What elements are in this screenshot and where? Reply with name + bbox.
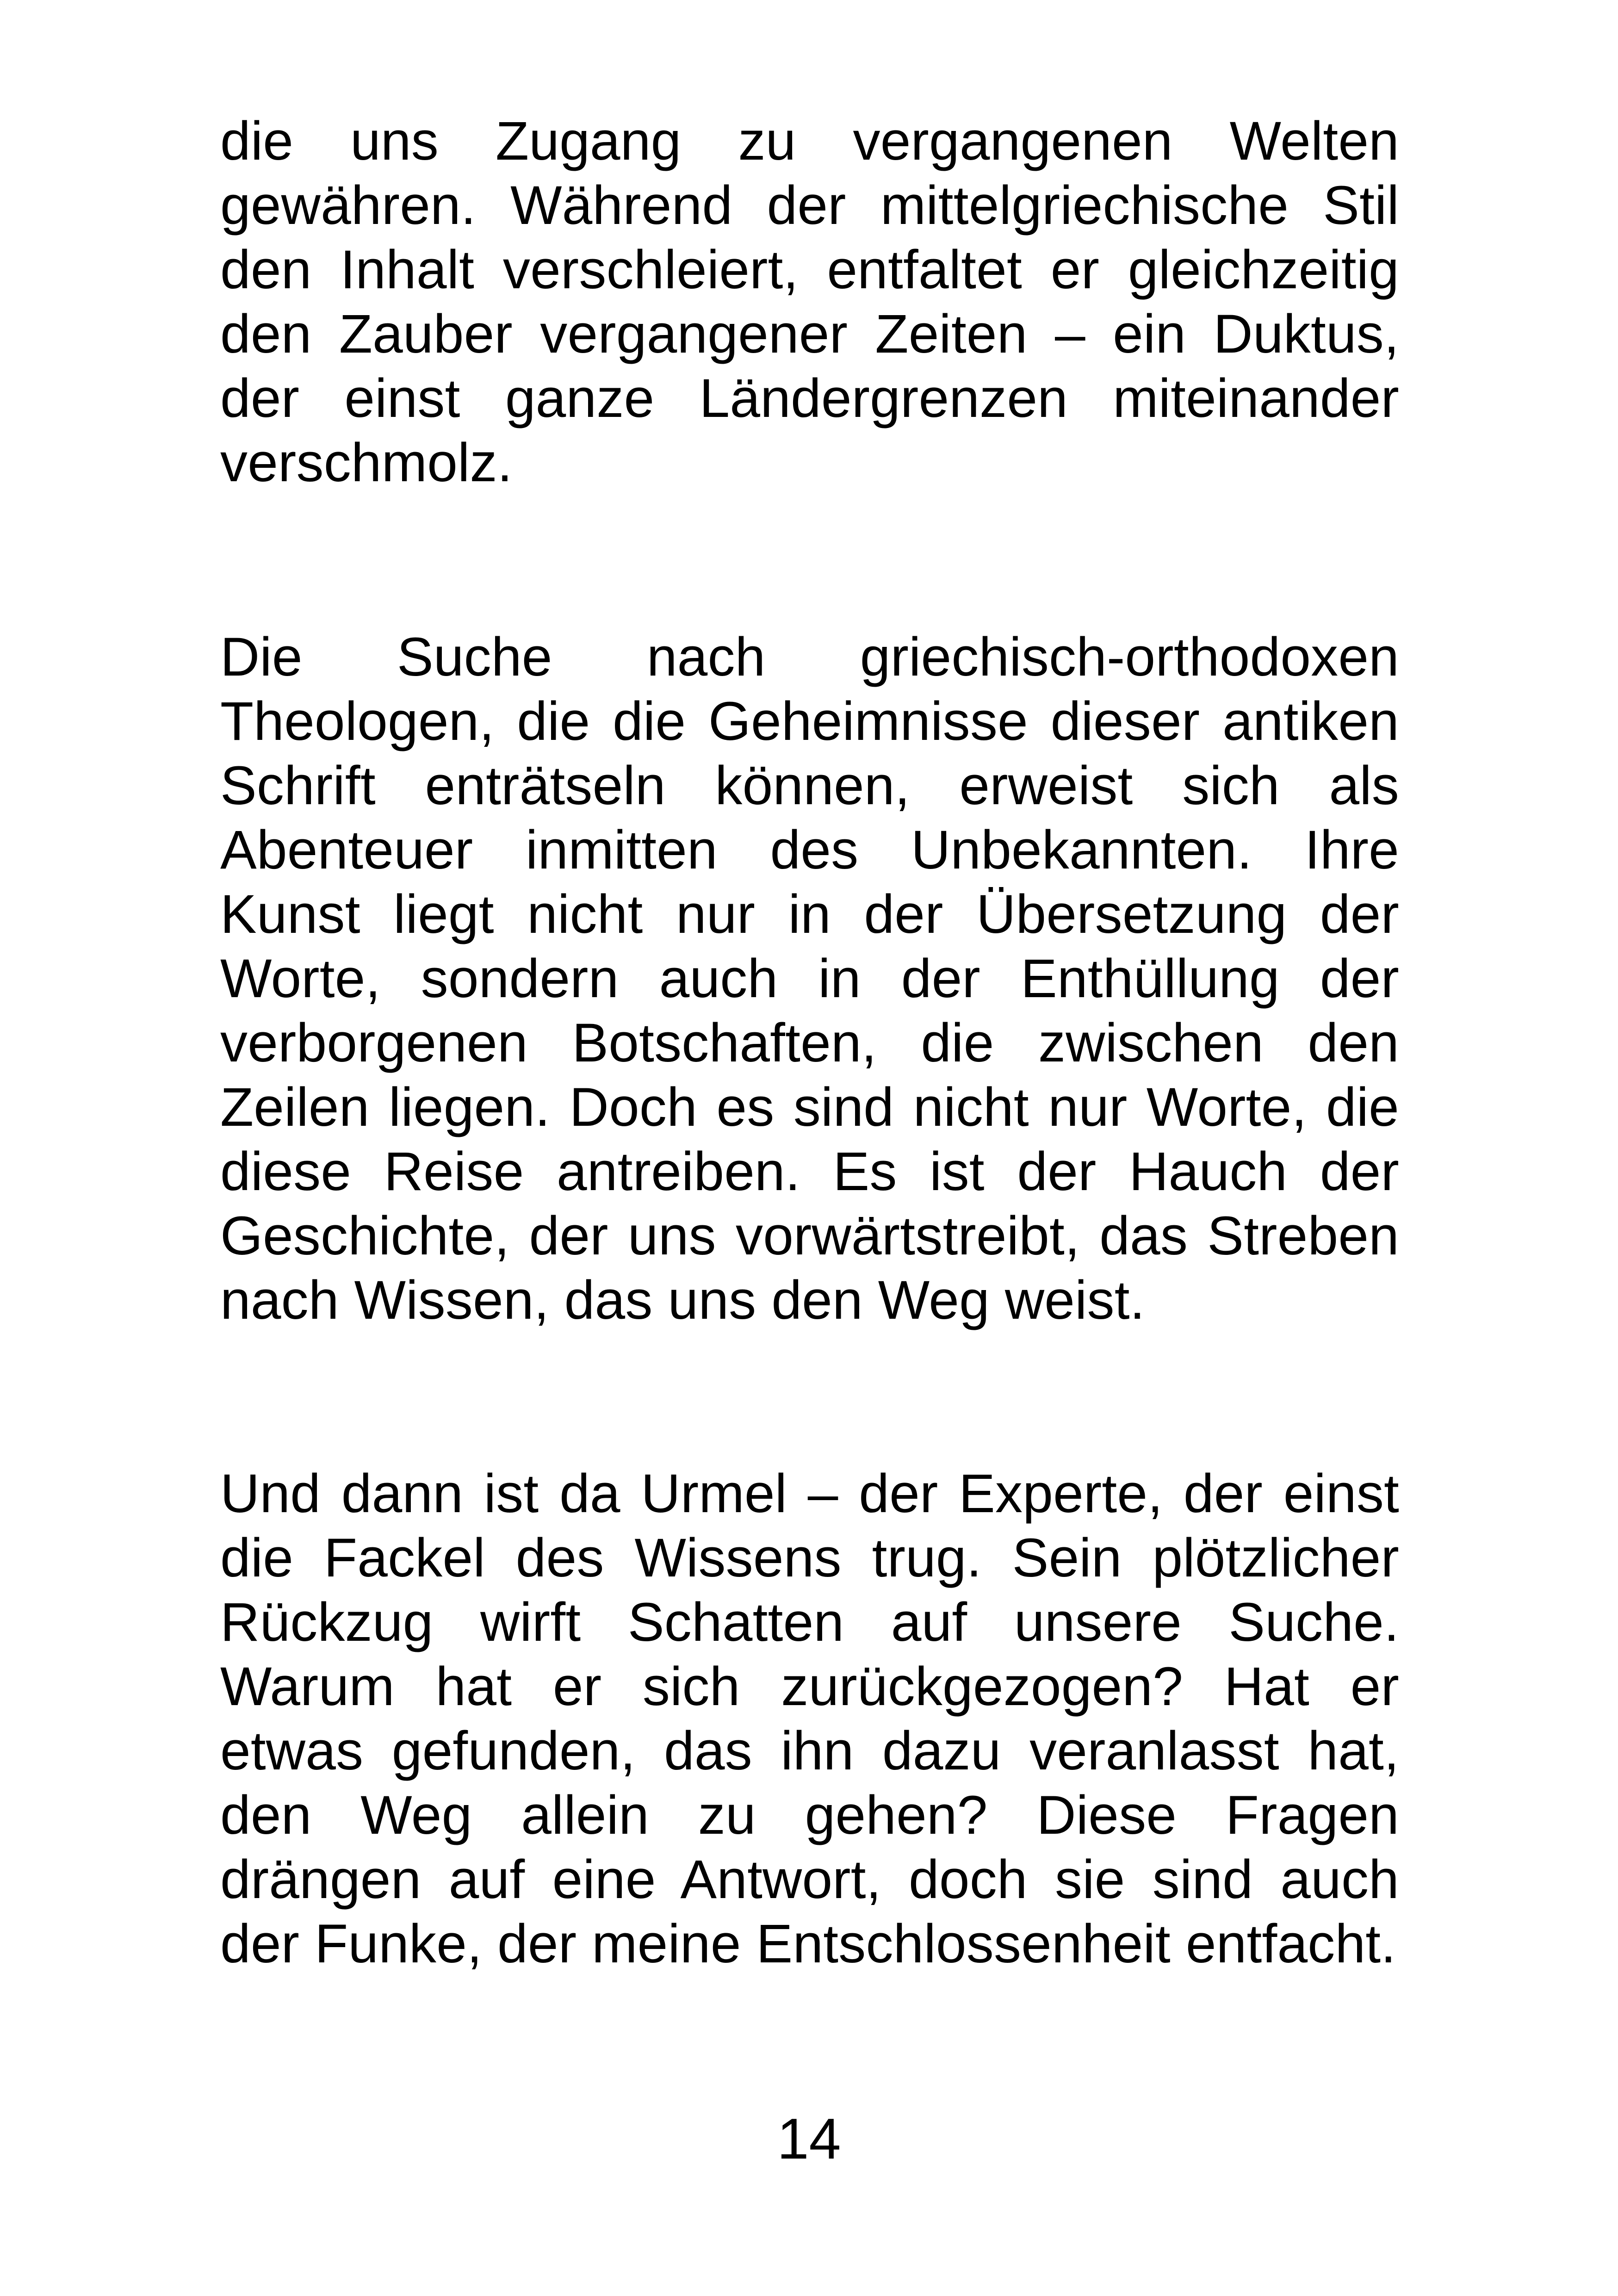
text-column: [220, 109, 1399, 1976]
paragraph-1: die uns Zugang zu vergangenen Welten gewähren. Während der mittelgriechische Stil den Inhalt verschleiert, entfaltet er gleichzeitig den Zauber vergangener Zeiten – ein Duktus, der einst ganze Ländergrenzen miteinander verschmolz.: [220, 111, 1399, 493]
paragraph-2: Die Suche nach griechisch-orthodoxen Theologen, die die Geheimnisse dieser antiken Schrift enträtseln können, erweist sich als Abenteuer inmitten des Unbekannten. Ihre Kunst liegt nicht nur in der Übersetzung der Worte, sondern auch in der Enthüllung der verborgenen Botschaften, die zwischen den Zeilen liegen. Doch es sind nicht nur Worte, die diese Reise antreiben. Es ist der Hauch der Geschichte, der uns vorwärtstreibt, das Streben nach Wissen, das uns den Weg weist.: [220, 627, 1399, 1331]
page-number: 14: [777, 2107, 841, 2171]
paragraph-3: Und dann ist da Urmel – der Experte, der einst die Fackel des Wissens trug. Sein plötzlicher Rückzug wirft Schatten auf unsere Suche. Warum hat er sich zurückgezogen? Hat er etwas gefunden, das ihn dazu veranlasst hat, den Weg allein zu gehen? Diese Fragen drängen auf eine Antwort, doch sie sind auch der Funke, der meine Entschlossenheit entfacht.: [220, 1463, 1399, 1974]
